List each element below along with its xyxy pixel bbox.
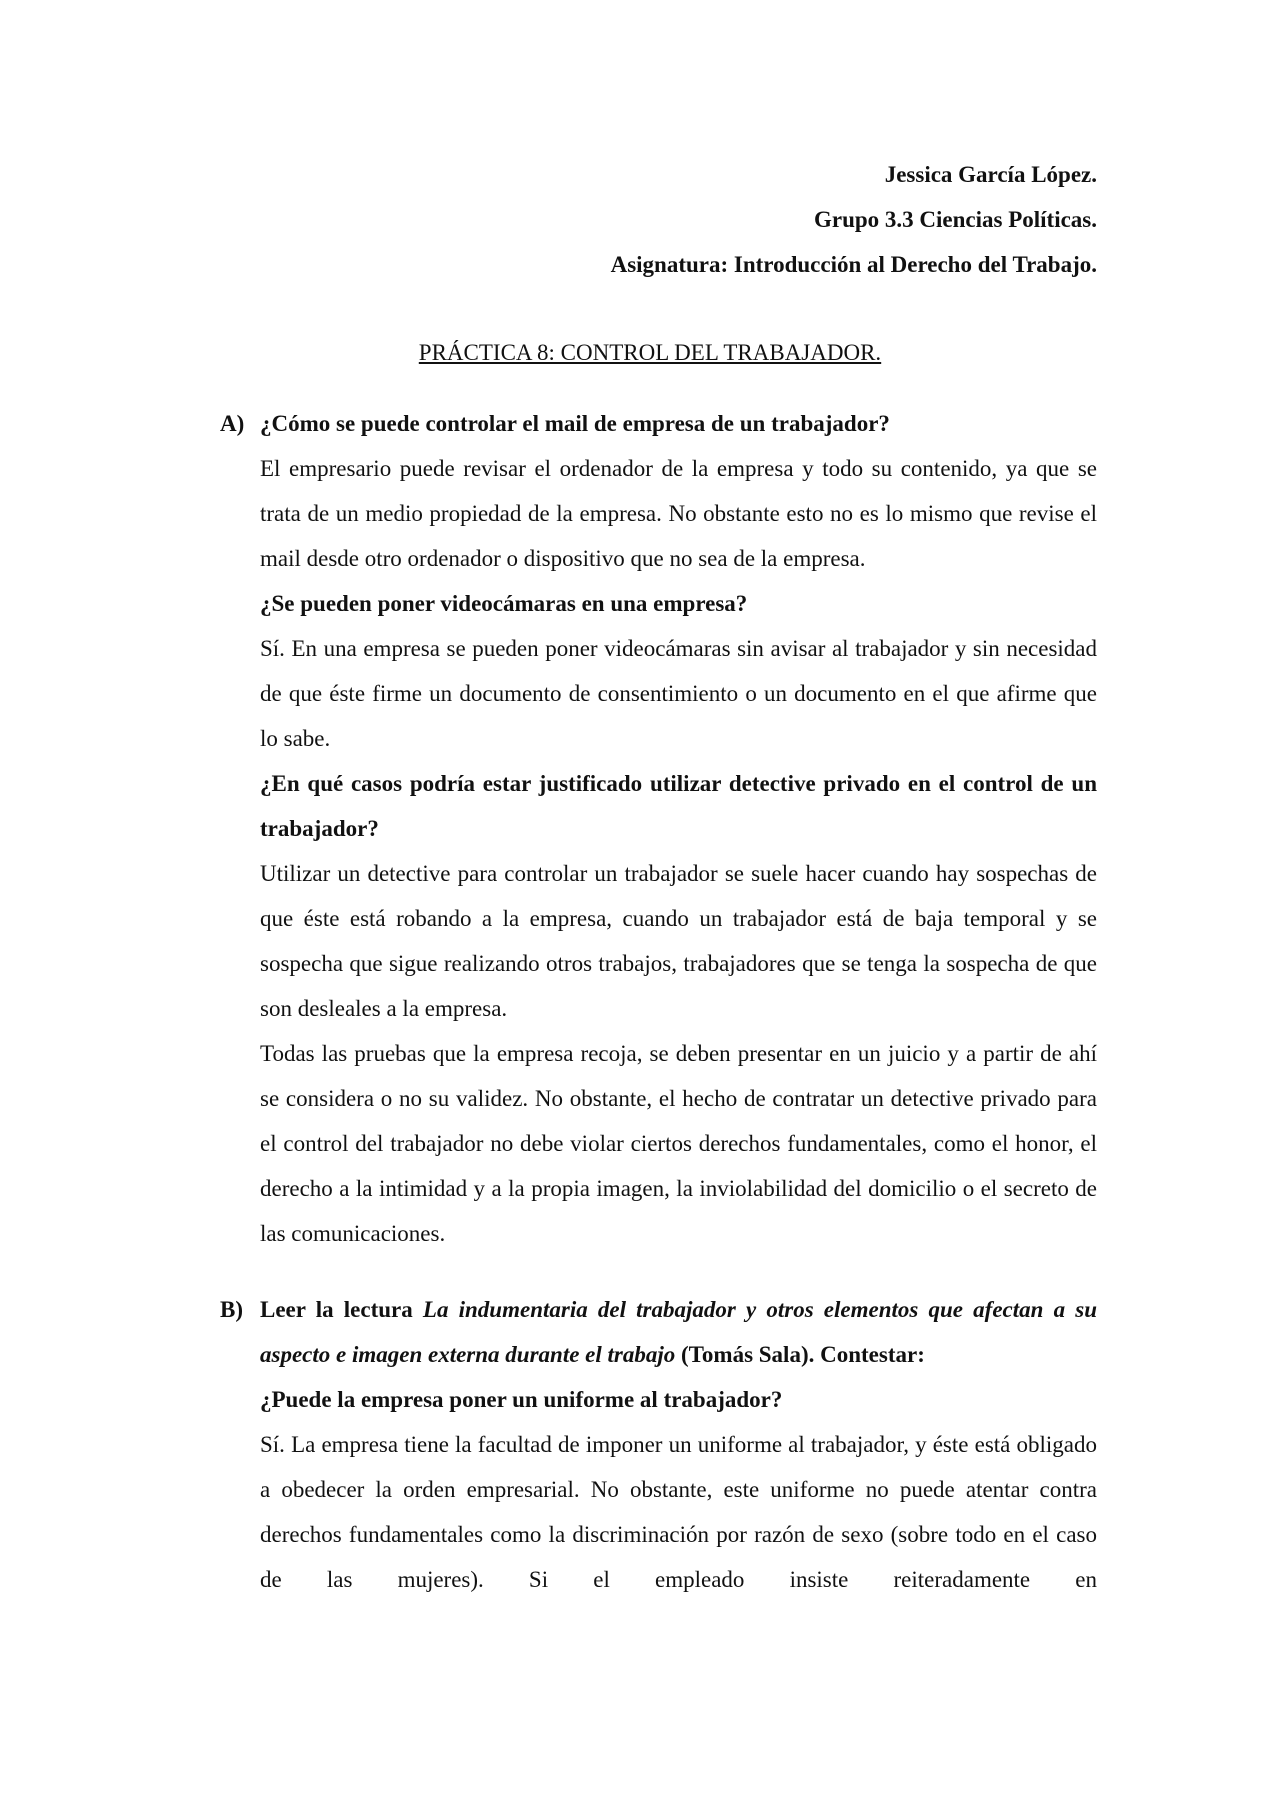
answer-videocameras: Sí. En una empresa se pueden poner videocámaras sin avisar al trabajador y sin necesidad de que éste firme un documento de consentimiento o un documento en el que afirme que lo sabe. — [260, 636, 1097, 751]
question-mail: ¿Cómo se puede controlar el mail de empresa de un trabajador? — [260, 411, 890, 436]
answer-detective-continued: Todas las pruebas que la empresa recoja, se deben presentar en un juicio y a partir de ahí se considera o no su validez. No obstante, el hecho de contratar un detective privado para el control del trabajador no debe violar ciertos derechos fundamentales, como el honor, el derecho a la intimidad y a la propia imagen, la inviolabilidad del domicilio o el secreto de las comunicaciones. — [260, 1041, 1097, 1246]
author-group: Grupo 3.3 Ciencias Políticas. — [813, 207, 1097, 232]
section-b — [220, 1287, 1097, 1602]
reading-title: La indumentaria del trabajador y otros elementos que afectan a su aspecto e imagen externa durante el trabajo — [260, 1297, 1097, 1367]
answer-detective: Utilizar un detective para controlar un trabajador se suele hacer cuando hay sospechas de que éste está robando a la empresa, cuando un trabajador está de baja temporal y se sospecha que sigue realizando otros trabajos, trabajadores que se tenga la sospecha de que son desleales a la empresa. — [260, 861, 1097, 1021]
reading-suffix: (Tomás Sala). Contestar: — [675, 1342, 925, 1367]
author-name: Jessica García López. — [884, 162, 1097, 187]
question-uniform: ¿Puede la empresa poner un uniforme al trabajador? — [260, 1387, 783, 1412]
reading-prefix: Leer la lectura — [260, 1297, 423, 1322]
reading-instruction — [260, 1287, 1097, 1377]
answer-mail: El empresario puede revisar el ordenador de la empresa y todo su contenido, ya que se trata de un medio propiedad de la empresa. No obstante esto no es lo mismo que revise el mail desde otro ordenador o dispositivo que no sea de la empresa. — [260, 456, 1097, 571]
author-header — [611, 152, 1097, 287]
answer-uniform: Sí. La empresa tiene la facultad de imponer un uniforme al trabajador, y éste está obligado a obedecer la orden empresarial. No obstante, este uniforme no puede atentar contra derechos fundamentales como la discriminación por razón de sexo (sobre todo en el caso de las mujeres). Si el empleado insiste reiteradamente en — [260, 1432, 1097, 1592]
page-title: PRÁCTICA 8: CONTROL DEL TRABAJADOR. — [418, 340, 882, 365]
section-a-marker: A) — [220, 411, 245, 436]
question-detective: ¿En qué casos podría estar justificado utilizar detective privado en el control de un trabajador? — [260, 771, 1097, 841]
section-a — [220, 401, 1097, 1256]
question-videocameras: ¿Se pueden poner videocámaras en una empresa? — [260, 591, 748, 616]
subject-line: Asignatura: Introducción al Derecho del Trabajo. — [610, 252, 1097, 277]
section-b-marker: B) — [220, 1297, 243, 1322]
